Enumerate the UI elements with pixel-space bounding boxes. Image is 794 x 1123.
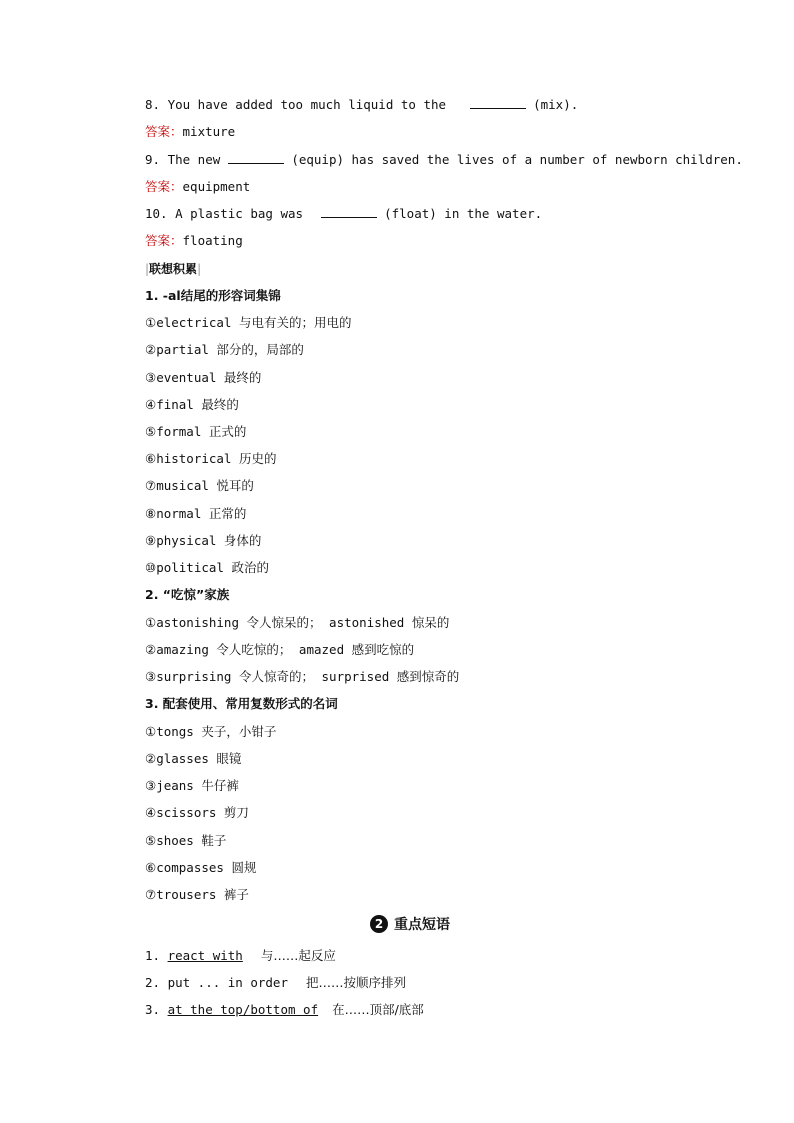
phrase-item: 3. at the top/bottom of 在……顶部/底部 [145, 1002, 424, 1017]
exercise-text: 10. A plastic bag was [145, 206, 311, 221]
section-title: 重点短语 [394, 917, 450, 933]
phrase-text: at the top/bottom of [167, 1002, 319, 1017]
answer-8 [145, 122, 235, 142]
answer-label: 答案： [145, 179, 183, 194]
exercise-text: (equip) has saved the lives of a number of newborn children. [283, 152, 743, 167]
list-item: ③jeans 牛仔裤 [145, 778, 239, 793]
list-item: ③surprising 令人惊奇的； surprised 感到惊奇的 [145, 669, 460, 684]
list-item: ②glasses 眼镜 [145, 751, 242, 766]
section-heading [370, 914, 450, 936]
answer-blank [321, 205, 377, 218]
exercise-text: (mix). [525, 97, 579, 112]
list-item: ⑩political 政治的 [145, 560, 269, 575]
list-item: ④final 最终的 [145, 397, 239, 412]
answer-9 [145, 177, 250, 197]
list-item: ②partial 部分的，局部的 [145, 342, 304, 357]
list-item: ⑧normal 正常的 [145, 506, 247, 521]
list-item: ⑨physical 身体的 [145, 533, 262, 548]
exercise-text: 9. The new [145, 152, 228, 167]
exercise-text: (float) in the water. [376, 206, 543, 221]
list-item: ⑦musical 悦耳的 [145, 478, 254, 493]
exercise-9 [145, 150, 743, 170]
group-heading: 3. 配套使用、常用复数形式的名词 [145, 696, 338, 711]
answer-blank [470, 96, 526, 109]
group-heading: 2. “吃惊”家族 [145, 587, 230, 602]
phrase-item: 1. react with 与……起反应 [145, 948, 336, 963]
section-number-badge: 2 [370, 915, 388, 933]
phrase-meaning: 在……顶部/底部 [332, 1002, 424, 1017]
phrase-text: react with [167, 948, 243, 963]
group-heading: 1. -al结尾的形容词集锦 [145, 288, 281, 303]
answer-text: mixture [182, 124, 236, 139]
phrase-text: put ... in order [167, 975, 288, 990]
answer-10 [145, 231, 243, 251]
exercise-text: 8. You have added too much liquid to the [145, 97, 454, 112]
list-item: ⑤shoes 鞋子 [145, 833, 227, 848]
section-tag: |联想积累| [145, 262, 202, 276]
phrase-item: 2. put ... in order 把……按顺序排列 [145, 975, 407, 990]
phrase-meaning: 把……按顺序排列 [306, 975, 407, 990]
list-item: ④scissors 剪刀 [145, 805, 249, 820]
list-item: ①astonishing 令人惊呆的； astonished 惊呆的 [145, 615, 450, 630]
answer-label: 答案： [145, 233, 183, 248]
list-item: ②amazing 令人吃惊的； amazed 感到吃惊的 [145, 642, 415, 657]
list-item: ⑦trousers 裤子 [145, 887, 249, 902]
tag-text: 联想积累 [149, 262, 198, 276]
list-item: ①electrical 与电有关的；用电的 [145, 315, 352, 330]
list-item: ③eventual 最终的 [145, 370, 262, 385]
answer-blank [228, 151, 284, 164]
list-item: ⑥historical 历史的 [145, 451, 277, 466]
list-item: ①tongs 夹子，小钳子 [145, 724, 277, 739]
exercise-8 [145, 95, 578, 115]
answer-text: equipment [182, 179, 251, 194]
phrase-meaning: 与……起反应 [260, 948, 336, 963]
exercise-10 [145, 204, 542, 224]
list-item: ⑥compasses 圆规 [145, 860, 257, 875]
answer-label: 答案： [145, 124, 183, 139]
answer-text: floating [182, 233, 243, 248]
list-item: ⑤formal 正式的 [145, 424, 247, 439]
